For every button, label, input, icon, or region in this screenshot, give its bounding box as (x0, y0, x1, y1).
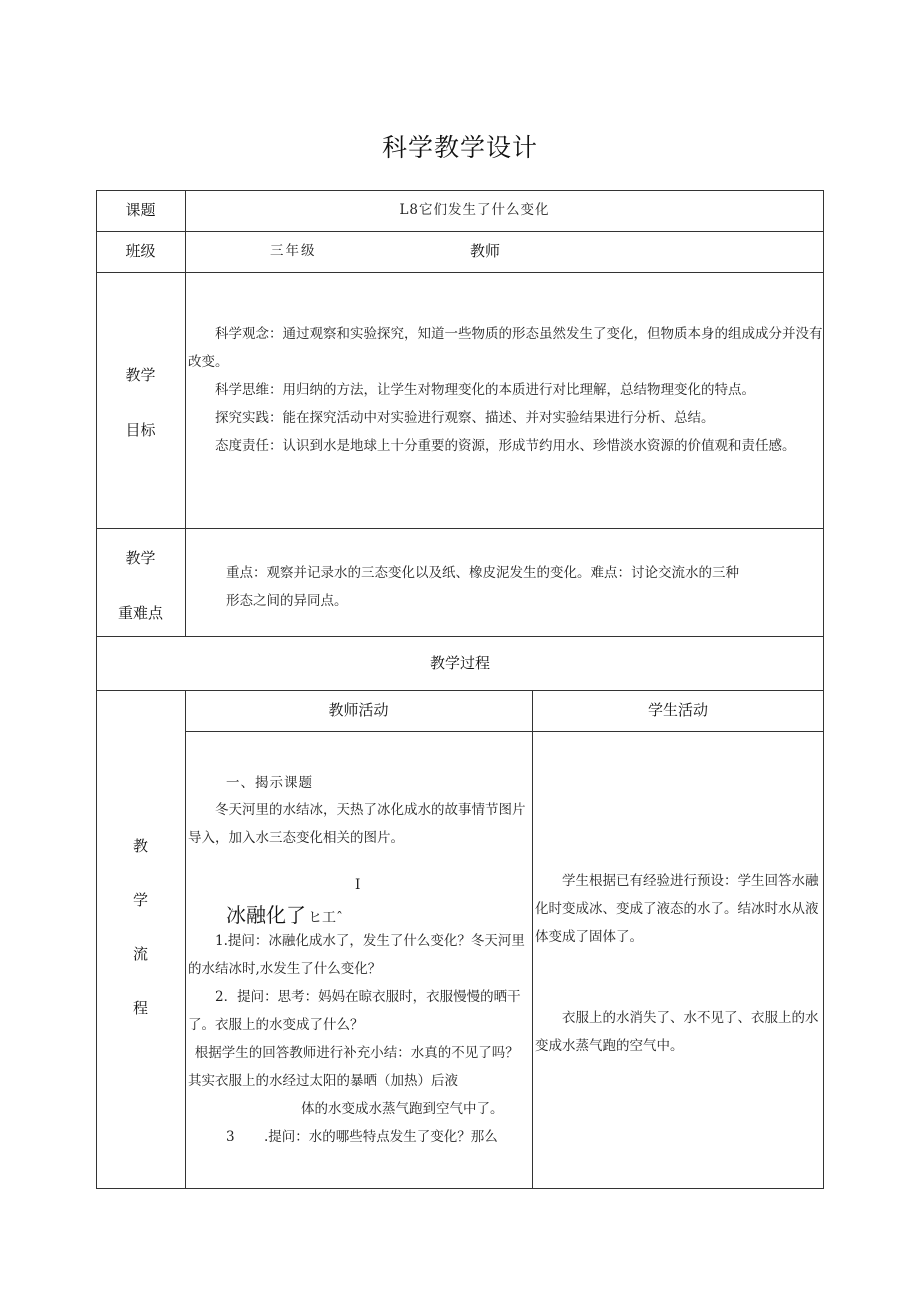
flow-label-char: 程 (132, 999, 148, 1017)
section-1-body: 冬天河里的水结冰，天热了冰化成水的故事情节图片导入，加入水三态变化相关的图片。 (188, 802, 526, 846)
table-line (532, 690, 533, 1189)
teacher-label: 教师 (470, 242, 501, 260)
document-title: 科学教学设计 (381, 133, 538, 162)
question-1: 1.提问：冰融化成水了，发生了什么变化？冬天河里的水结冰时,水发生了什么变化？ (188, 933, 525, 977)
question-3-text: .提问：水的哪些特点发生了变化？那么 (264, 1129, 498, 1145)
keypoints-text-1: 重点：观察并记录水的三态变化以及纸、橡皮泥发生的变化。难点：讨论交流水的三种 (226, 565, 739, 581)
keypoints-label-1: 教学 (125, 549, 156, 567)
table-line (185, 190, 186, 636)
table-line (185, 690, 186, 1189)
stray-mark: I (355, 877, 361, 893)
teacher-activity-header: 教师活动 (328, 701, 389, 719)
table-line (96, 231, 824, 232)
table-line (96, 1188, 824, 1189)
keypoints-label-2: 重难点 (117, 604, 163, 622)
flow-label-char: 学 (132, 891, 148, 909)
goals-label-2: 目标 (125, 421, 156, 439)
table-line (185, 731, 824, 732)
process-header: 教学过程 (429, 654, 490, 672)
image-caption-glyphs: ヒ工ˆ (308, 910, 343, 926)
section-1-title: 一、揭示课题 (226, 775, 313, 791)
goal-attitude: 态度责任：认识到水是地球上十分重要的资源，形成节约用水、珍惜淡水资源的价值观和责任感。 (215, 438, 796, 454)
class-value: 三年级 (270, 243, 317, 259)
keypoints-text-2: 形态之间的异同点。 (226, 593, 348, 609)
question-2: 2．提问：思考：妈妈在晾衣服时，衣服慢慢的晒干了。衣服上的水变成了什么？ (188, 989, 521, 1033)
goal-thinking: 科学思维：用归纳的方法，让学生对物理变化的本质进行对比理解，总结物理变化的特点。 (215, 382, 755, 398)
image-caption-main: 冰融化了 (226, 903, 306, 927)
question-3-number: 3 (226, 1129, 235, 1145)
goal-concept: 科学观念：通过观察和实验探究，知道一些物质的形态虽然发生了变化，但物质本身的组成成分并没有改变。 (188, 326, 823, 370)
teacher-summary-b: 体的水变成水蒸气跑到空气中了。 (301, 1101, 504, 1117)
flow-label-char: 流 (132, 945, 148, 963)
goals-label-1: 教学 (125, 366, 156, 384)
lesson-plan-table (96, 190, 824, 1189)
student-activity-header: 学生活动 (647, 701, 708, 719)
student-answer-2: 衣服上的水消失了、水不见了、衣服上的水变成水蒸气跑的空气中。 (535, 1010, 819, 1054)
teacher-summary-a: 根据学生的回答教师进行补充小结：水真的不见了吗？其实衣服上的水经过太阳的暴晒（加热）后液 (188, 1045, 519, 1089)
flow-label-char: 教 (132, 837, 148, 855)
table-line (96, 272, 824, 273)
student-answer-1: 学生根据已有经验进行预设：学生回答水融化时变成冰、变成了液态的水了。结冰时水从液体变成了固体了。 (535, 873, 819, 945)
image-caption (226, 899, 343, 928)
goal-practice: 探究实践：能在探究活动中对实验进行观察、描述、并对实验结果进行分析、总结。 (215, 410, 715, 426)
table-line (96, 528, 824, 529)
topic-label: 课题 (125, 201, 156, 219)
topic-value: L8它们发生了什么变化 (399, 202, 550, 218)
class-label: 班级 (125, 242, 156, 260)
